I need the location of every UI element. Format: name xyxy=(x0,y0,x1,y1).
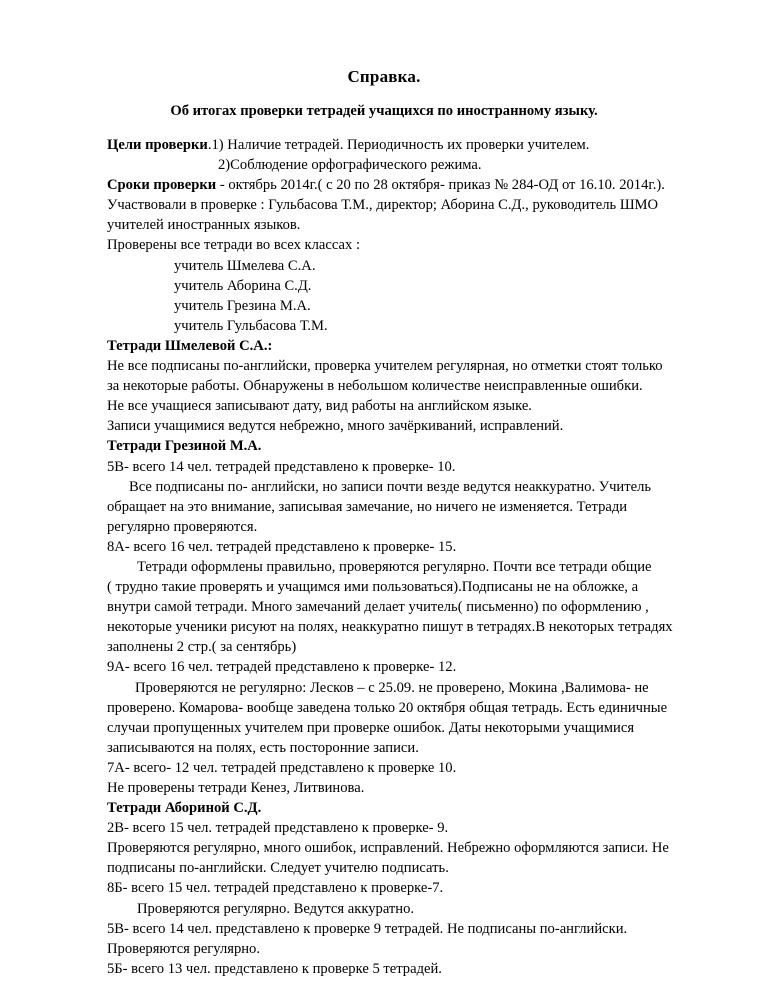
grezina-8a-text-line: заполнены 2 стр.( за сентябрь) xyxy=(107,639,297,656)
teacher-item: учитель Шмелева С.А. xyxy=(174,257,316,274)
shmeleva-heading: Тетради Шмелевой С.А.: xyxy=(107,337,273,354)
teacher-item: учитель Грезина М.А. xyxy=(174,297,311,314)
grezina-7a-line: 7А- всего- 12 чел. тетрадей представлено к проверке 10. xyxy=(107,759,457,776)
aborina-2v-line: 2В- всего 15 чел. тетрадей представлено к проверке- 9. xyxy=(107,820,449,837)
document-subtitle: Об итогах проверки тетрадей учащихся по иностранному языку. xyxy=(170,103,598,119)
aborina-2v-text-line: Проверяются регулярно, много ошибок, исправлений. Небрежно оформляются записи. Не xyxy=(107,840,669,857)
grezina-5v-text-line: Все подписаны по- английски, но записи почти везде ведутся неаккуратно. Учитель xyxy=(129,478,652,495)
goals-item-2: 2)Соблюдение орфографического режима. xyxy=(218,157,482,174)
grezina-9a-line: 9А- всего 16 чел. тетрадей представлено к проверке- 12. xyxy=(107,659,457,676)
goals-item-1: .1) Наличие тетрадей. Периодичность их проверки учителем. xyxy=(207,137,590,153)
participants-line-1: Участвовали в проверке : Гульбасова Т.М., директор; Аборина С.Д., руководитель ШМО xyxy=(107,197,659,214)
goals-label: Цели проверки xyxy=(107,137,208,153)
grezina-9a-text-line: Проверяются не регулярно: Лесков – с 25.09. не проверено, Мокина ,Валимова- не xyxy=(135,679,649,696)
aborina-5v-line: 5В- всего 14 чел. представлено к проверке 9 тетрадей. Не подписаны по-английски. xyxy=(107,920,628,937)
terms-label: Сроки проверки xyxy=(107,177,217,194)
aborina-2v-text-line: подписаны по-английски. Следует учителю подписать. xyxy=(107,860,449,877)
grezina-5v-text-line: обращает на это внимание, записывая замечание, но ничего не изменяется. Тетради xyxy=(107,498,628,515)
aborina-5b-line: 5Б- всего 13 чел. представлено к проверке 5 тетрадей. xyxy=(107,960,442,977)
document-title: Справка. xyxy=(347,67,421,86)
grezina-8a-text-line: внутри самой тетради. Много замечаний делает учитель( письменно) по оформлению , xyxy=(107,599,649,616)
grezina-9a-text-line: случаи пропущенных учителем при проверке ошибок. Даты некоторыми учащимися xyxy=(107,719,635,736)
document-body xyxy=(107,135,727,979)
grezina-9a-text-line: записываются на полях, есть посторонние записи. xyxy=(107,739,419,756)
grezina-9a-text-line: проверено. Комарова- вообще заведена только 20 октября общая тетрадь. Есть единичные xyxy=(107,699,668,716)
grezina-7a-text-line: Не проверены тетради Кенез, Литвинова. xyxy=(107,780,365,796)
grezina-heading: Тетради Грезиной М.А. xyxy=(107,438,262,455)
aborina-8b-text-line: Проверяются регулярно. Ведутся аккуратно. xyxy=(137,900,415,917)
aborina-5v-text-line: Проверяются регулярно. xyxy=(107,940,260,957)
aborina-8b-line: 8Б- всего 15 чел. тетрадей представлено к проверке-7. xyxy=(107,880,444,897)
grezina-8a-text-line: некоторые ученики рисуют на полях, неаккуратно пишут в тетрадях.В некоторых тетрадях xyxy=(107,619,673,636)
aborina-heading: Тетради Абориной С.Д. xyxy=(107,800,262,817)
terms-line xyxy=(107,175,727,195)
shmeleva-text-line: Записи учащимися ведутся небрежно, много зачёркиваний, исправлений. xyxy=(107,418,564,435)
shmeleva-text-line: за некоторые работы. Обнаружены в небольшом количестве неисправленные ошибки. xyxy=(107,378,643,395)
grezina-5v-line: 5В- всего 14 чел. тетрадей представлено к проверке- 10. xyxy=(107,458,456,475)
goals-line xyxy=(107,135,727,155)
grezina-8a-text-line: ( трудно такие проверять и учащимся ими пользоваться).Подписаны не на обложке, а xyxy=(107,579,639,596)
shmeleva-text-line: Не все подписаны по-английски, проверка учителем регулярная, но отметки стоят только xyxy=(107,358,663,375)
grezina-5v-text-line: регулярно проверяются. xyxy=(107,518,258,535)
teacher-item: учитель Аборина С.Д. xyxy=(174,277,312,294)
terms-text: - октябрь 2014г.( с 20 по 28 октября- приказ № 284-ОД от 16.10. 2014г.). xyxy=(216,177,665,194)
grezina-8a-text-line: Тетради оформлены правильно, проверяются регулярно. Почти все тетради общие xyxy=(137,558,652,575)
participants-line-2: учителей иностранных языков. xyxy=(107,217,301,234)
grezina-8a-line: 8А- всего 16 чел. тетрадей представлено к проверке- 15. xyxy=(107,538,457,555)
shmeleva-text-line: Не все учащиеся записывают дату, вид работы на английском языке. xyxy=(107,398,532,415)
teacher-item: учитель Гульбасова Т.М. xyxy=(174,317,328,334)
checked-all-line: Проверены все тетради во всех классах : xyxy=(107,237,360,254)
